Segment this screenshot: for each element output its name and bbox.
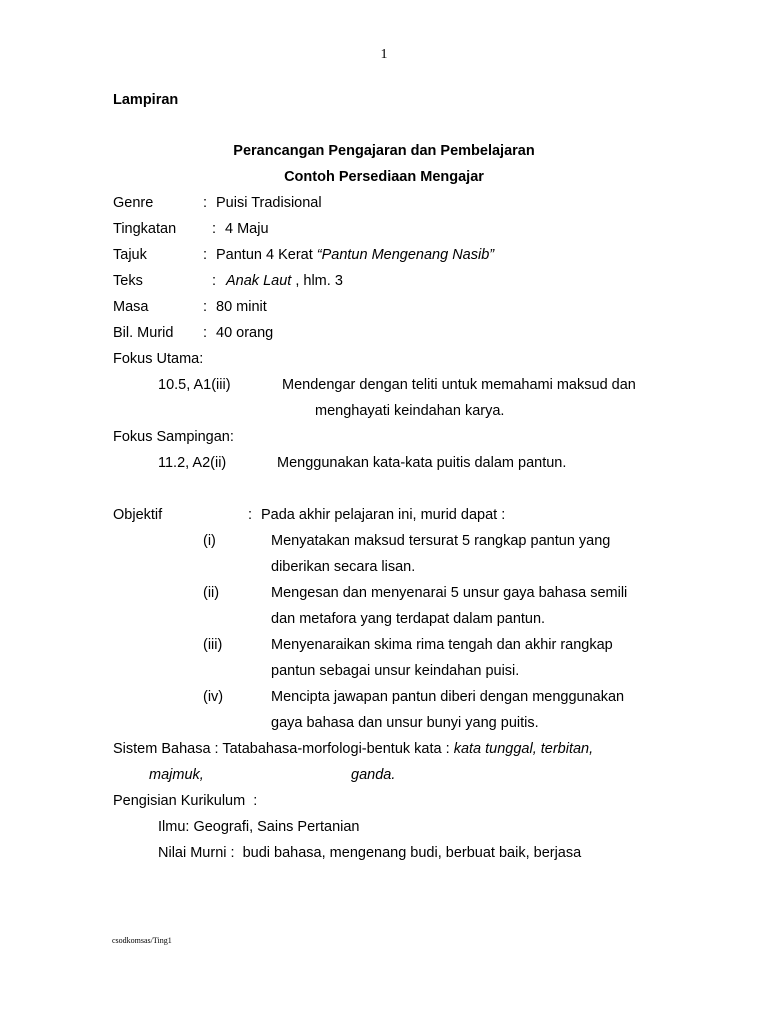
genre-value: Puisi Tradisional	[216, 195, 322, 211]
title-line-1: Perancangan Pengajaran dan Pembelajaran	[233, 143, 535, 159]
fokus-utama-text-line1: Mendengar dengan teliti untuk memahami maksud dan	[282, 377, 636, 393]
objektif-item-line2: diberikan secara lisan.	[271, 559, 416, 575]
teks-value-title: Anak Laut	[226, 273, 292, 289]
tajuk-colon: :	[203, 247, 208, 263]
teks-colon: :	[212, 273, 217, 289]
teks-label: Teks	[113, 273, 143, 289]
sistem-bahasa-italic2: majmuk,	[149, 767, 204, 783]
objektif-item-num: (iii)	[203, 637, 223, 653]
fokus-utama-label: Fokus Utama:	[113, 351, 204, 367]
sistem-bahasa-line1	[113, 740, 593, 758]
pengisian-label: Pengisian Kurikulum :	[113, 793, 258, 809]
fokus-sampingan-code: 11.2, A2(ii)	[158, 455, 227, 471]
objektif-item-line1: Menyenaraikan skima rima tengah dan akhir rangkap	[271, 637, 613, 653]
title-line-2: Contoh Persediaan Mengajar	[284, 169, 484, 185]
fokus-sampingan-label: Fokus Sampingan:	[113, 429, 234, 445]
pengisian-ilmu: Ilmu: Geografi, Sains Pertanian	[158, 819, 360, 835]
sistem-bahasa-italic1: kata tunggal, terbitan,	[453, 741, 594, 757]
tajuk-value-prefix: Pantun 4 Kerat	[216, 247, 317, 263]
objektif-item-line2: pantun sebagai unsur keindahan puisi.	[271, 663, 520, 679]
fokus-utama-text-line2: menghayati keindahan karya.	[315, 403, 505, 419]
genre-colon: :	[203, 195, 208, 211]
tingkatan-value: 4 Maju	[225, 221, 269, 237]
objektif-item-line2: dan metafora yang terdapat dalam pantun.	[271, 611, 546, 627]
fokus-sampingan-text: Menggunakan kata-kata puitis dalam pantun.	[277, 455, 567, 471]
teks-value	[226, 272, 343, 290]
tingkatan-colon: :	[212, 221, 217, 237]
bil-murid-colon: :	[203, 325, 208, 341]
tajuk-value	[216, 246, 494, 264]
tingkatan-label: Tingkatan	[113, 221, 177, 237]
bil-murid-label: Bil. Murid	[113, 325, 174, 341]
objektif-intro: Pada akhir pelajaran ini, murid dapat :	[261, 507, 506, 523]
fokus-utama-code: 10.5, A1(iii)	[158, 377, 231, 393]
masa-value: 80 minit	[216, 299, 267, 315]
sistem-bahasa-italic3: ganda.	[351, 767, 396, 783]
objektif-item-num: (ii)	[203, 585, 220, 601]
tajuk-value-title: “Pantun Mengenang Nasib”	[316, 247, 495, 263]
objektif-item-num: (i)	[203, 533, 216, 549]
objektif-colon: :	[248, 507, 253, 523]
bil-murid-value: 40 orang	[216, 325, 274, 341]
section-label: Lampiran	[113, 92, 179, 108]
footer-code: csodkomsas/Ting1	[112, 936, 172, 945]
masa-colon: :	[203, 299, 208, 315]
tajuk-label: Tajuk	[113, 247, 147, 263]
teks-value-suffix: , hlm. 3	[291, 273, 343, 289]
objektif-item-line1: Mencipta jawapan pantun diberi dengan menggunakan	[271, 689, 625, 705]
objektif-item-line1: Mengesan dan menyenarai 5 unsur gaya bahasa semili	[271, 585, 628, 601]
objektif-item-num: (iv)	[203, 689, 224, 705]
page-number: 1	[380, 47, 388, 62]
objektif-item-line2: gaya bahasa dan unsur bunyi yang puitis.	[271, 715, 539, 731]
sistem-bahasa-prefix: Sistem Bahasa : Tatabahasa-morfologi-bentuk kata :	[113, 741, 454, 757]
pengisian-nilai: Nilai Murni : budi bahasa, mengenang budi, berbuat baik, berjasa	[158, 845, 582, 861]
objektif-label: Objektif	[113, 507, 163, 523]
masa-label: Masa	[113, 299, 149, 315]
genre-label: Genre	[113, 195, 154, 211]
objektif-item-line1: Menyatakan maksud tersurat 5 rangkap pantun yang	[271, 533, 611, 549]
